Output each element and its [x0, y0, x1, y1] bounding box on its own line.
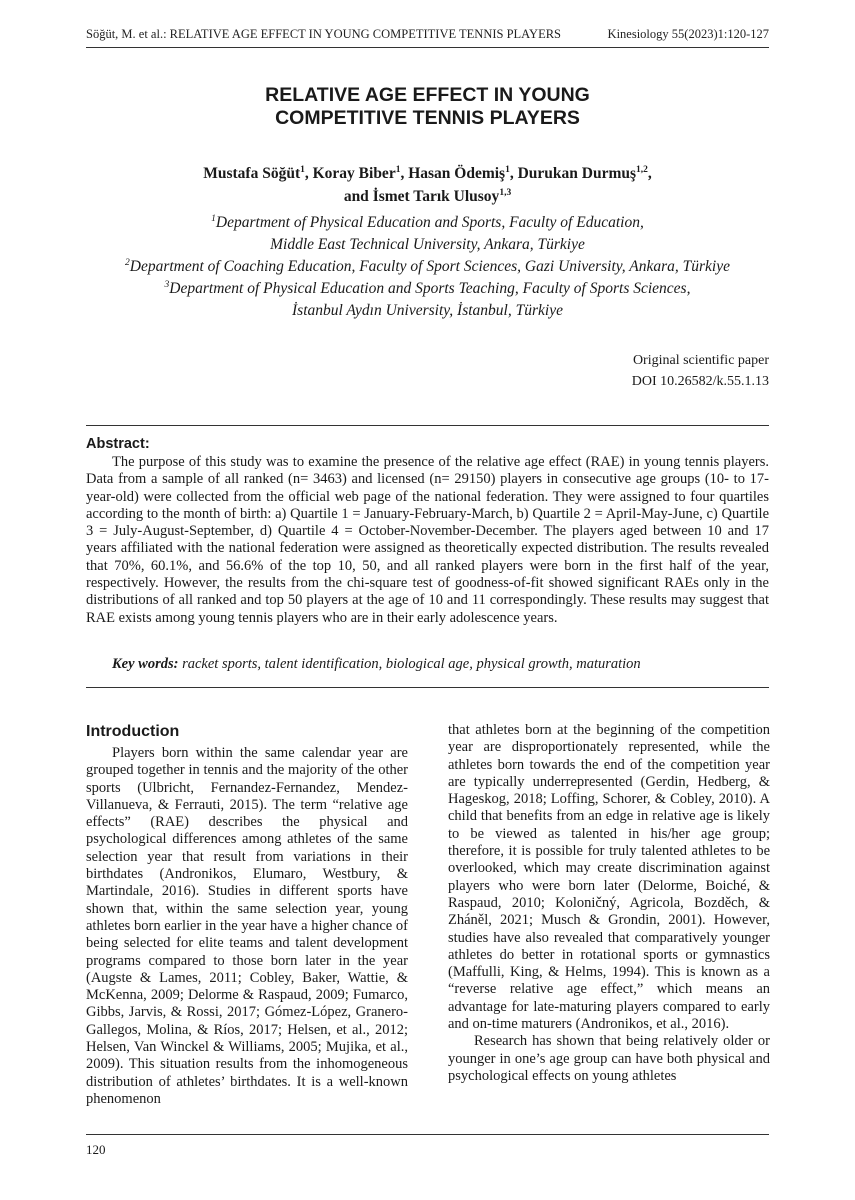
author-name: Mustafa Söğüt: [203, 165, 301, 182]
abstract-top-rule: [86, 425, 769, 426]
paper-title: [86, 84, 769, 130]
author-separator: ,: [647, 165, 652, 182]
affiliation-line: $^2$Department of Coaching Education, Faculty of Sport Sciences, Gazi University, Ankara, Türkiye: [125, 257, 730, 275]
section-heading-introduction: Introduction: [86, 723, 180, 740]
author-separator: ,: [509, 165, 518, 182]
keywords: [86, 656, 769, 673]
affiliation-line: $^1$Department of Physical Education and Sports, Faculty of Education,: [211, 213, 644, 231]
paragraph: that athletes born at the beginning of the competition year are disproportionately represented, while the athletes born towards the end of the competition year are typically underrepresented (Gerdin, Hedberg, & Hageskog, 2018; Loffing, Schorer, & Cobley, 2010). A child that benefits from an edge in relative age is likely to be viewed as talented in his/her age group; therefore, it is possible for truly talented athletes to be overlooked, which may create discrimination against players who were born later (Delorme, Boiché, & Raspaud, 2010; Koloničný, Agricola, Bozděch, & Zháněl, 2021; Musch & Grondin, 2001). However, studies have also revealed that comparatively younger athletes do better in rotational sports or gymnastics (Maffulli, King, & Helms, 1994). This is known as a “reverse relative age effect,” which means an advantage for late-maturing players compared to early and on-time maturers (Andronikos, et al., 2016).: [448, 722, 770, 1033]
affiliation-number: 2: [125, 257, 130, 268]
keywords-text: racket sports, talent identification, biological age, physical growth, maturation: [178, 656, 641, 672]
page-number: 120: [86, 1142, 106, 1157]
author-affil-ref: 1: [395, 164, 401, 175]
paragraph: Players born within the same calendar year are grouped together in tennis and the majority of the other sports (Ulbricht, Fernandez-Fernandez, Mendez-Villanueva, & Ferrauti, 2015). The term “relative age effects” (RAE) describes the physical and psychological differences among athletes of the same selection year that result from variations in their birthdates (Andronikos, Elumaro, Westbury, & Martindale, 2016). Studies in different sports have shown that, within the same selection year, young athletes born earlier in the year have a higher chance of being selected for elite teams and talent development programs compared to those born later in the year (Augste & Lames, 2011; Cobley, Baker, Wattie, & McKenna, 2009; Delorme & Raspaud, 2009; Fumarco, Gibbs, Jarvis, & Rossi, 2017; Gómez-López, Granero-Gallegos, Molina, & Ríos, 2017; Helsen, et al., 2012; Helsen, Van Winckel & Williams, 2005; Mujika, et al., 2009). This situation results from the inhomogeneous distribution of athletes’ birthdates. It is a well-known phenomenon: [86, 745, 408, 1107]
affiliation-line: İstanbul Aydın University, İstanbul, Türkiye: [292, 302, 563, 319]
affiliation-line: Middle East Technical University, Ankara, Türkiye: [270, 236, 585, 253]
running-head: [86, 27, 769, 43]
affiliations: [60, 212, 795, 322]
author-affil-ref: 1,2: [636, 164, 648, 175]
author-affil-ref: 1: [505, 164, 510, 175]
abstract-bottom-rule: [86, 687, 769, 688]
abstract-body: The purpose of this study was to examine the presence of the relative age effect (RAE) in young tennis players. Data from a sample of all ranked (n= 3463) and licensed (n= 29150) players in consecutive age groups (10- to 17-year-old) were collected from the official web page of the national federation. They were assigned to four quartiles according to the month of birth: a) Quartile 1 = January-February-March, b) Quartile 2 = April-May-June, c) Quartile 3 = July-August-September, d) Quartile 4 = October-November-December. The players aged between 10 and 17 years affiliated with the national federation were assigned as theoretically expected distribution. The results revealed that 70%, 60.1%, and 56.6% of the top 10, 50, and all ranked players were born in the first half of the year, respectively. However, the results from the chi-square test of goodness-of-fit showed significant RAEs only in the distributions of all ranked and top 50 players at the age of 10 and 11 correspondingly. These results may suggest that RAE exists among young tennis players who are in their early adolescence years.: [86, 454, 769, 626]
affiliation-line: $^3$Department of Physical Education and Sports Teaching, Faculty of Sports Sciences,: [164, 279, 691, 297]
author-affil-ref: 1,3: [499, 187, 512, 198]
author-separator: ,: [400, 165, 409, 182]
author-name: Durukan Durmuş: [517, 165, 637, 182]
doi: DOI 10.26582/k.55.1.13: [631, 374, 769, 389]
title-line-2: COMPETITIVE TENNIS PLAYERS: [275, 107, 580, 129]
right-column: [448, 722, 770, 1085]
left-column: [86, 722, 408, 1108]
header-rule: [86, 47, 769, 48]
author-list: [86, 162, 769, 208]
author-conjunction: and: [343, 188, 373, 205]
running-head-right: Kinesiology 55(2023)1:120-127: [607, 27, 769, 41]
title-line-1: RELATIVE AGE EFFECT IN YOUNG: [265, 84, 590, 106]
paper-type: Original scientific paper: [632, 353, 769, 368]
author-name: Koray Biber: [312, 165, 396, 182]
paragraph: Research has shown that being relatively older or younger in one’s age group can have both physical and psychological effects on young athletes: [448, 1033, 770, 1084]
paper-meta: [632, 350, 769, 392]
author-separator: ,: [304, 165, 313, 182]
affiliation-number: 1: [211, 213, 216, 224]
author-affil-ref: 1: [300, 164, 305, 175]
keywords-label: Key words:: [112, 656, 179, 672]
author-name: İsmet Tarık Ulusoy: [372, 188, 500, 205]
authors-line-1: [86, 162, 769, 185]
footer-rule: [86, 1134, 769, 1135]
author-name: Hasan Ödemiş: [408, 165, 506, 182]
running-head-left: Söğüt, M. et al.: RELATIVE AGE EFFECT IN YOUNG COMPETITIVE TENNIS PLAYERS: [86, 27, 562, 41]
authors-line-2: [86, 185, 769, 208]
abstract-heading: Abstract:: [86, 436, 150, 452]
affiliation-number: 3: [164, 279, 170, 290]
